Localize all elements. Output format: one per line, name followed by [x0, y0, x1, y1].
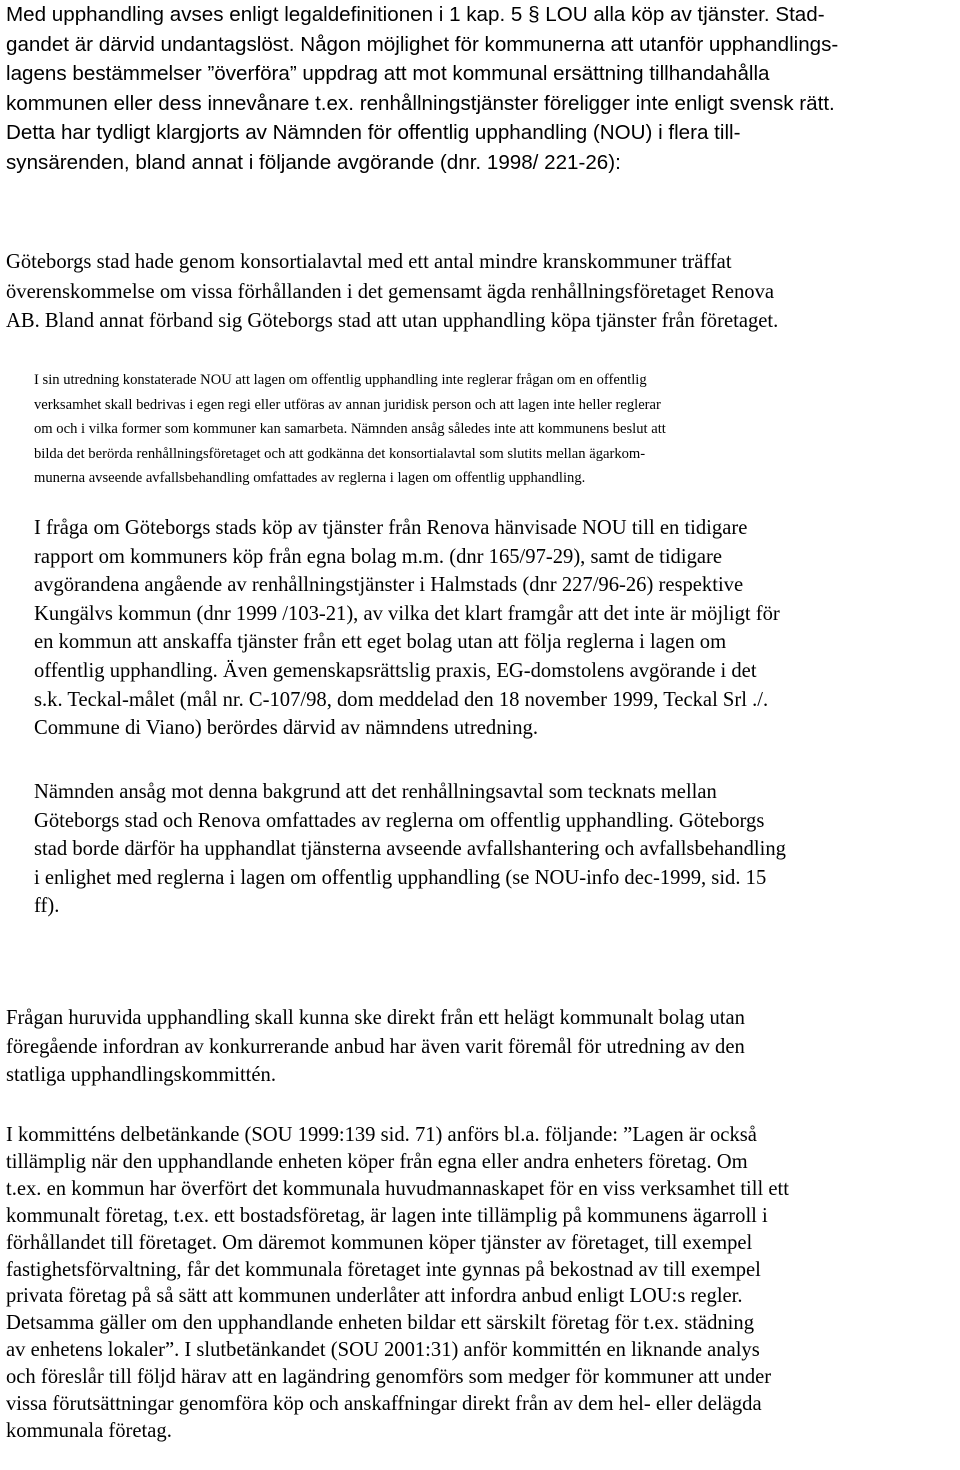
paragraph-nou-investigation: I sin utredning konstaterade NOU att lagen om offentlig upphandling inte reglerar frågan om en offentlig verksamhet skall bedrivas i egen regi eller utföras av annan juridisk person och att lagen inte heller reglerar om och i vilka former som kommuner kan samarbeta. Nämnden ansåg således inte att kommunens beslut att bilda det berörda renhållningsföretaget och att godkänna det konsortialavtal som slutits mellan ägarkom- munerna avseende avfallsbehandling omfattades av reglerna i lagen om offentlig upphandling. [34, 372, 666, 487]
paragraph-renova-purchase: I fråga om Göteborgs stads köp av tjänster från Renova hänvisade NOU till en tidigare rapport om kommuners köp från egna bolag m.m. (dnr 165/97-29), samt de tidigare avgörandena angående av renhållningstjänster i Halmstads (dnr 227/96-26) respektive Kungälvs kommun (dnr 1999 /103-21), av vilka det klart framgår att det inte är möjligt för en kommun att anskaffa tjänster från ett eget bolag utan att följa reglerna i lagen om offentlig upphandling. Även gemenskapsrättslig praxis, EG-domstolens avgörande i det s.k. Teckal-målet (mål nr. C-107/98, dom meddelad den 18 november 1999, Teckal Srl ./. Commune di Viano) berördes därvid av nämndens utredning. [34, 517, 780, 740]
paragraph-goteborg-agreement: Göteborgs stad hade genom konsortialavtal med ett antal mindre kranskommuner träffat överenskommelse om vissa förhållanden i det gemensamt ägda renhållningsföretaget Renova AB. Bland annat förband sig Göteborgs stad att utan upphandling köpa tjänster från företaget. [6, 251, 779, 332]
paragraph-legal-definition: Med upphandling avses enligt legaldefinitionen i 1 kap. 5 § LOU alla köp av tjänster. Stad- gandet är därvid undantagslöst. Någon möjlighet för kommunerna att utanför upphandlings- lagens bestämmelser ”överföra” uppdrag att mot kommunal ersättning tillhandahålla kommunen eller dess innevånare t.ex. renhållningstjänster föreligger inte enligt svensk rätt. Detta har tydligt klargjorts av Nämnden för offentlig upphandling (NOU) i flera till- synsärenden, bland annat i följande avgörande (dnr. 1998/ 221-26): [6, 3, 839, 174]
paragraph-direct-procurement-question: Frågan huruvida upphandling skall kunna ske direkt från ett helägt kommunalt bolag utan föregående infordran av konkurrerande anbud har även varit föremål för utredning av den statliga upphandlingskommittén. [6, 1007, 745, 1087]
paragraph-committee-report: I kommitténs delbetänkande (SOU 1999:139 sid. 71) anförs bl.a. följande: ”Lagen är också tillämplig när den upphandlande enheten köper från egna eller andra enheters företag. Om t.ex. en kommun har överfört det kommunala huvudmannaskapet för en viss verksamhet till ett kommunalt företag, t.ex. ett bostadsföretag, är lagen inte tillämplig på kommunens ägarroll i förhållandet till företaget. Om däremot kommunen köper tjänster av företaget, till exempel fastighetsförvaltning, får det kommunala företaget inte gynnas på bekostnad av till exempel privata företag på så sätt att kommunen underlåter att infordra anbud enligt LOU:s regler. Detsamma gäller om den upphandlande enheten bildar ett särskilt företag för t.ex. städning av enhetens lokaler”. I slutbetänkandet (SOU 2001:31) anför kommittén en liknande analys och föreslår till följd härav att en lagändring genomförs som medger för kommuner att under vissa förutsättningar genomföra köp och anskaffningar direkt från av dem hel- eller delägda kommunala företag. [6, 1124, 789, 1442]
paragraph-board-conclusion: Nämnden ansåg mot denna bakgrund att det renhållningsavtal som tecknats mellan Göteborgs stad och Renova omfattades av reglerna om offentlig upphandling. Göteborgs stad borde därför ha upphandlat tjänsterna avseende avfallshantering och avfallsbehandling i enlighet med reglerna i lagen om offentlig upphandling (se NOU-info dec-1999, sid. 15 ff). [34, 781, 786, 918]
